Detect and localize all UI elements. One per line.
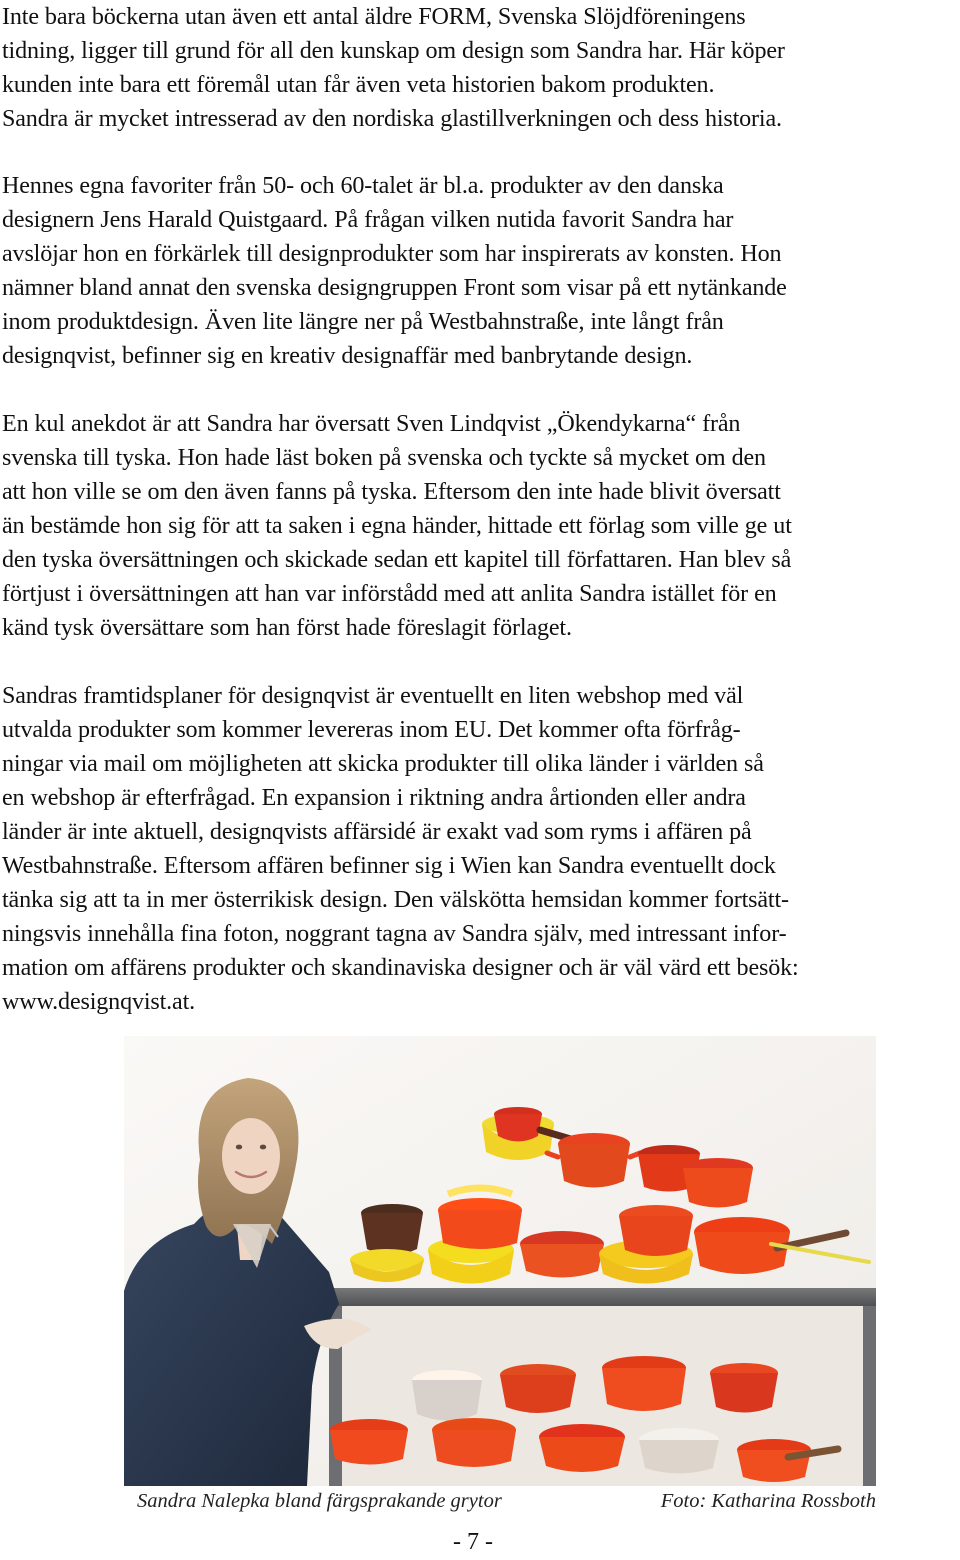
text-line: Inte bara böckerna utan även ett antal äldre FORM, Svenska Slöjdföreningens: [2, 4, 746, 30]
text-line: än bestämde hon sig för att ta saken i egna händer, hittade ett förlag som ville ge ut: [2, 513, 792, 539]
article-photo: [124, 1036, 876, 1486]
photo-illustration: [124, 1036, 876, 1486]
text-line: Hennes egna favoriter från 50- och 60-talet är bl.a. produkter av den danska: [2, 173, 724, 199]
text-line: svenska till tyska. Hon hade läst boken på svenska och tyckte så mycket om den: [2, 445, 766, 471]
photo-credit: Foto: Katharina Rossboth: [660, 1490, 876, 1512]
text-line: länder är inte aktuell, designqvists affärsidé är exakt vad som ryms i affären på: [2, 819, 752, 845]
text-line: den tyska översättningen och skickade sedan ett kapitel till författaren. Han blev så: [2, 547, 792, 573]
text-line: utvalda produkter som kommer levereras inom EU. Det kommer ofta förfråg-: [2, 717, 741, 743]
text-line: tänka sig att ta in mer österrikisk design. Den välskötta hemsidan kommer fortsätt-: [2, 887, 789, 913]
text-line: mation om affärens produkter och skandinaviska designer och är väl värd ett besök:: [2, 955, 799, 981]
paragraph-anecdote: [2, 407, 958, 645]
text-line: En kul anekdot är att Sandra har översatt Sven Lindqvist „Ökendykarna“ från: [2, 411, 741, 437]
text-line: Westbahnstraße. Eftersom affären befinner sig i Wien kan Sandra eventuellt dock: [2, 853, 776, 879]
text-line: kunden inte bara ett föremål utan får även veta historien bakom produkten.: [2, 72, 715, 98]
text-line: förtjust i översättningen att han var införstådd med att anlita Sandra istället för en: [2, 581, 777, 607]
text-line: avslöjar hon en förkärlek till designprodukter som har inspirerats av konsten. Hon: [2, 241, 782, 267]
page-number: - 7 -: [453, 1529, 493, 1555]
text-line: designern Jens Harald Quistgaard. På frågan vilken nutida favorit Sandra har: [2, 207, 734, 233]
text-line: Sandra är mycket intresserad av den nordiska glastillverkningen och dess historia.: [2, 106, 782, 132]
text-line: ningar via mail om möjligheten att skicka produkter till olika länder i världen så: [2, 751, 764, 777]
text-line: tidning, ligger till grund för all den kunskap om design som Sandra har. Här köper: [2, 38, 785, 64]
text-line: inom produktdesign. Även lite längre ner på Westbahnstraße, inte långt från: [2, 309, 724, 335]
photo-caption: Sandra Nalepka bland färgsprakande grytor: [137, 1490, 502, 1512]
text-line: designqvist, befinner sig en kreativ designaffär med banbrytande design.: [2, 343, 693, 369]
text-line: känd tysk översättare som han först hade föreslagit förlaget.: [2, 615, 572, 641]
text-line: ningsvis innehålla fina foton, noggrant tagna av Sandra själv, med intressant infor-: [2, 921, 787, 947]
text-line: en webshop är efterfrågad. En expansion i riktning andra årtionden eller andra: [2, 785, 746, 811]
text-line: att hon ville se om den även fanns på tyska. Eftersom den inte hade blivit översatt: [2, 479, 781, 505]
paragraph-favorites-intro: [2, 0, 958, 136]
text-line: Sandras framtidsplaner för designqvist är eventuellt en liten webshop med väl: [2, 683, 744, 709]
text-line: www.designqvist.at.: [2, 989, 196, 1015]
paragraph-future-plans: [2, 679, 958, 1019]
paragraph-favorites: [2, 169, 958, 373]
text-line: nämner bland annat den svenska designgruppen Front som visar på ett nytänkande: [2, 275, 787, 301]
